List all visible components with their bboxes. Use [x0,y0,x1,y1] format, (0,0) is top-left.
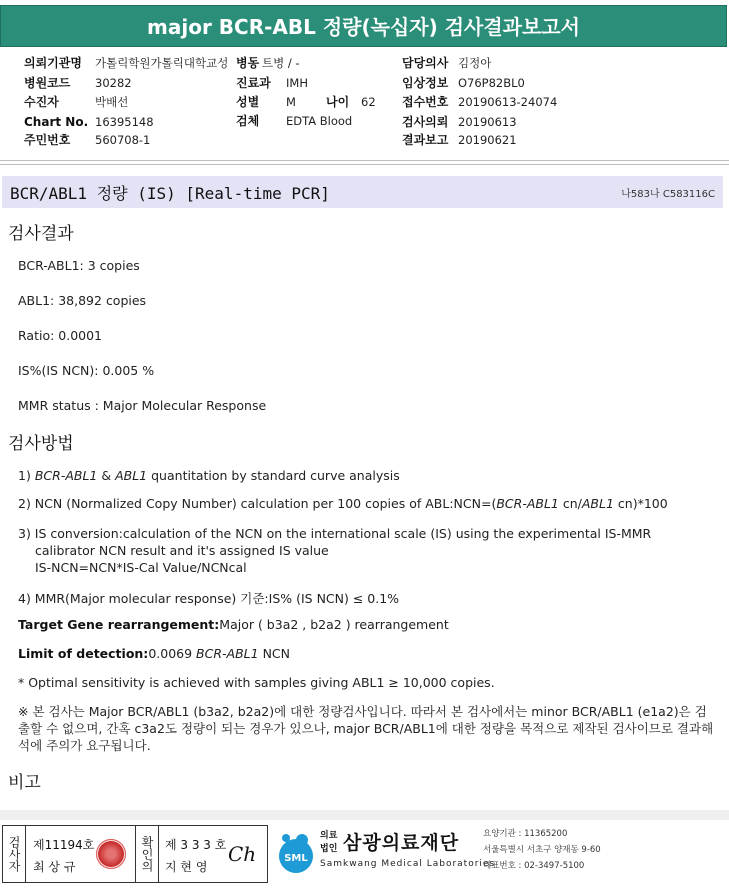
method-2-pre: 2) NCN (Normalized Copy Number) calculation per 100 copies of ABL:NCN=( [18,496,497,511]
org-en: Samkwang Medical Laboratories [320,859,496,869]
requester-value: 가톨릭학원가톨릭대학교성 [95,56,229,70]
method-heading: 검사방법 [8,434,74,454]
contact-address: 서울특별시 서초구 양재동 9-60 [483,845,601,855]
result-line: BCR-ABL1: 3 copies [18,258,140,273]
result-line: IS%(IS NCN): 0.005 % [18,363,155,378]
confirm-label-text: 확인의 [140,836,154,872]
result-line: ABL1: 38,892 copies [18,293,147,308]
seal-stamp [96,839,126,869]
specimen-label: 검체 [236,114,260,128]
test-header [2,176,723,208]
target-value: Major ( b3a2 , b2a2 ) rearrangement [219,617,449,632]
age-label: 나이 [326,95,350,109]
sex-label: 성별 [236,95,260,109]
contact-code: 요양기관 : 11365200 [483,829,568,839]
remarks-heading: 비고 [8,773,41,793]
gene-abl1: ABL1 [115,468,148,483]
tester-name: 최 상 규 [33,860,76,874]
patient-value: 박배선 [95,95,129,109]
org-prefix-2: 법인 [320,844,338,854]
lod-unit: NCN [262,646,291,661]
signature-box [2,825,268,883]
org-name: 삼광의료재단 [343,832,460,854]
doctor-value: 김정아 [458,56,492,70]
caution-note: ※ 본 검사는 Major BCR/ABL1 (b3a2, b2a2)에 대한 정량검사입니다. 따라서 본 검사에서는 minor BCR/ABL1 (e1a2)은 검출할 수 없으며, 간혹 c3a2도 정량이 되는 경우가 있으나, major BCR/ABL1에 대한 정량을 목적으로 제작된 검사이므로 결과해석에 주의가 요구됩니다. [18,704,714,753]
contact-phone: 대표번호 : 02-3497-5100 [483,861,585,871]
method-item-1 [18,468,400,483]
tester-label [3,826,25,882]
report-title: major BCR-ABL 정량(녹십자) 검사결과보고서 [0,5,727,47]
divider [158,826,159,882]
lod-label: Limit of detection: [18,646,149,661]
method-3-line-2: calibrator NCN result and it's assigned IS value [35,543,329,558]
receipt-value: 20190613-24074 [458,95,558,109]
gene-bcr-abl1: BCR-ABL1 [496,496,559,511]
clinical-label: 임상정보 [402,76,449,90]
method-1-text: quantitation by standard curve analysis [151,468,400,483]
footer [0,823,729,887]
footer-band [0,810,729,820]
tester-label-text: 검사자 [7,836,21,872]
doctor-label: 담당의사 [402,56,449,70]
org-prefix-1: 의료 [320,831,338,841]
confirm-label [136,826,158,882]
test-code: 나583나 C583116C [621,188,715,200]
age-value: 62 [361,95,376,109]
result-line: Ratio: 0.0001 [18,328,103,343]
info-divider [0,160,729,161]
sex-value: M [286,95,296,109]
request-date-label: 검사의뢰 [402,115,449,129]
method-1-num: 1) [18,468,31,483]
requester-label: 의뢰기관명 [24,56,82,70]
report-date-value: 20190621 [458,133,517,147]
ward-value: 트병 / - [262,56,300,70]
report-date-label: 결과보고 [402,133,449,147]
request-date-value: 20190613 [458,115,517,129]
limit-of-detection [18,646,290,661]
id-label: 주민번호 [24,133,71,147]
chart-label: Chart No. [24,115,89,129]
hospital-code-value: 30282 [95,76,132,90]
logo-text: SML [284,853,308,864]
clinical-value: O76P82BL0 [458,76,525,90]
hospital-code-label: 병원코드 [24,76,71,90]
method-2-mid: cn/ [562,496,582,511]
results-heading: 검사결과 [8,224,74,244]
tester-no: 제11194호 [33,838,95,852]
specimen-value: EDTA Blood [286,114,353,128]
dept-value: IMH [286,76,308,90]
method-2-post: cn)*100 [617,496,668,511]
target-label: Target Gene rearrangement: [18,617,220,632]
lod-value: 0.0069 [148,646,193,661]
patient-label: 수진자 [24,95,59,109]
result-line: MMR status : Major Molecular Response [18,398,267,413]
gene-bcr-abl1: BCR-ABL1 [34,468,98,483]
confirm-no: 제 3 3 3 호 [165,838,227,852]
confirm-name: 지 현 영 [165,860,208,874]
gene-abl1: ABL1 [581,496,614,511]
method-item-4: 4) MMR(Major molecular response) 기준:IS% (IS NCN) ≤ 0.1% [18,591,400,606]
sml-logo-icon [272,828,320,876]
amp: & [101,468,112,483]
dept-label: 진료과 [236,76,271,90]
target-gene [18,617,449,632]
method-3-line-3: IS-NCN=NCN*IS-Cal Value/NCNcal [35,560,247,575]
method-item-2 [18,496,668,511]
signature: Ch [228,842,257,866]
patient-info [0,55,729,155]
method-3-line-1: 3) IS conversion:calculation of the NCN on the international scale (IS) using the experimental IS-MMR [18,526,652,541]
ward-label: 병동 [236,56,260,70]
receipt-label: 접수번호 [402,95,449,109]
id-value: 560708-1 [95,133,151,147]
method-item-3 [18,525,651,576]
gene-bcr-abl1: BCR-ABL1 [196,646,259,661]
test-name: BCR/ABL1 정량 (IS) [Real-time PCR] [10,183,330,203]
optimal-note: * Optimal sensitivity is achieved with samples giving ABL1 ≥ 10,000 copies. [18,675,495,690]
chart-value: 16395148 [95,115,154,129]
divider [25,826,26,882]
info-divider-2 [0,164,729,165]
